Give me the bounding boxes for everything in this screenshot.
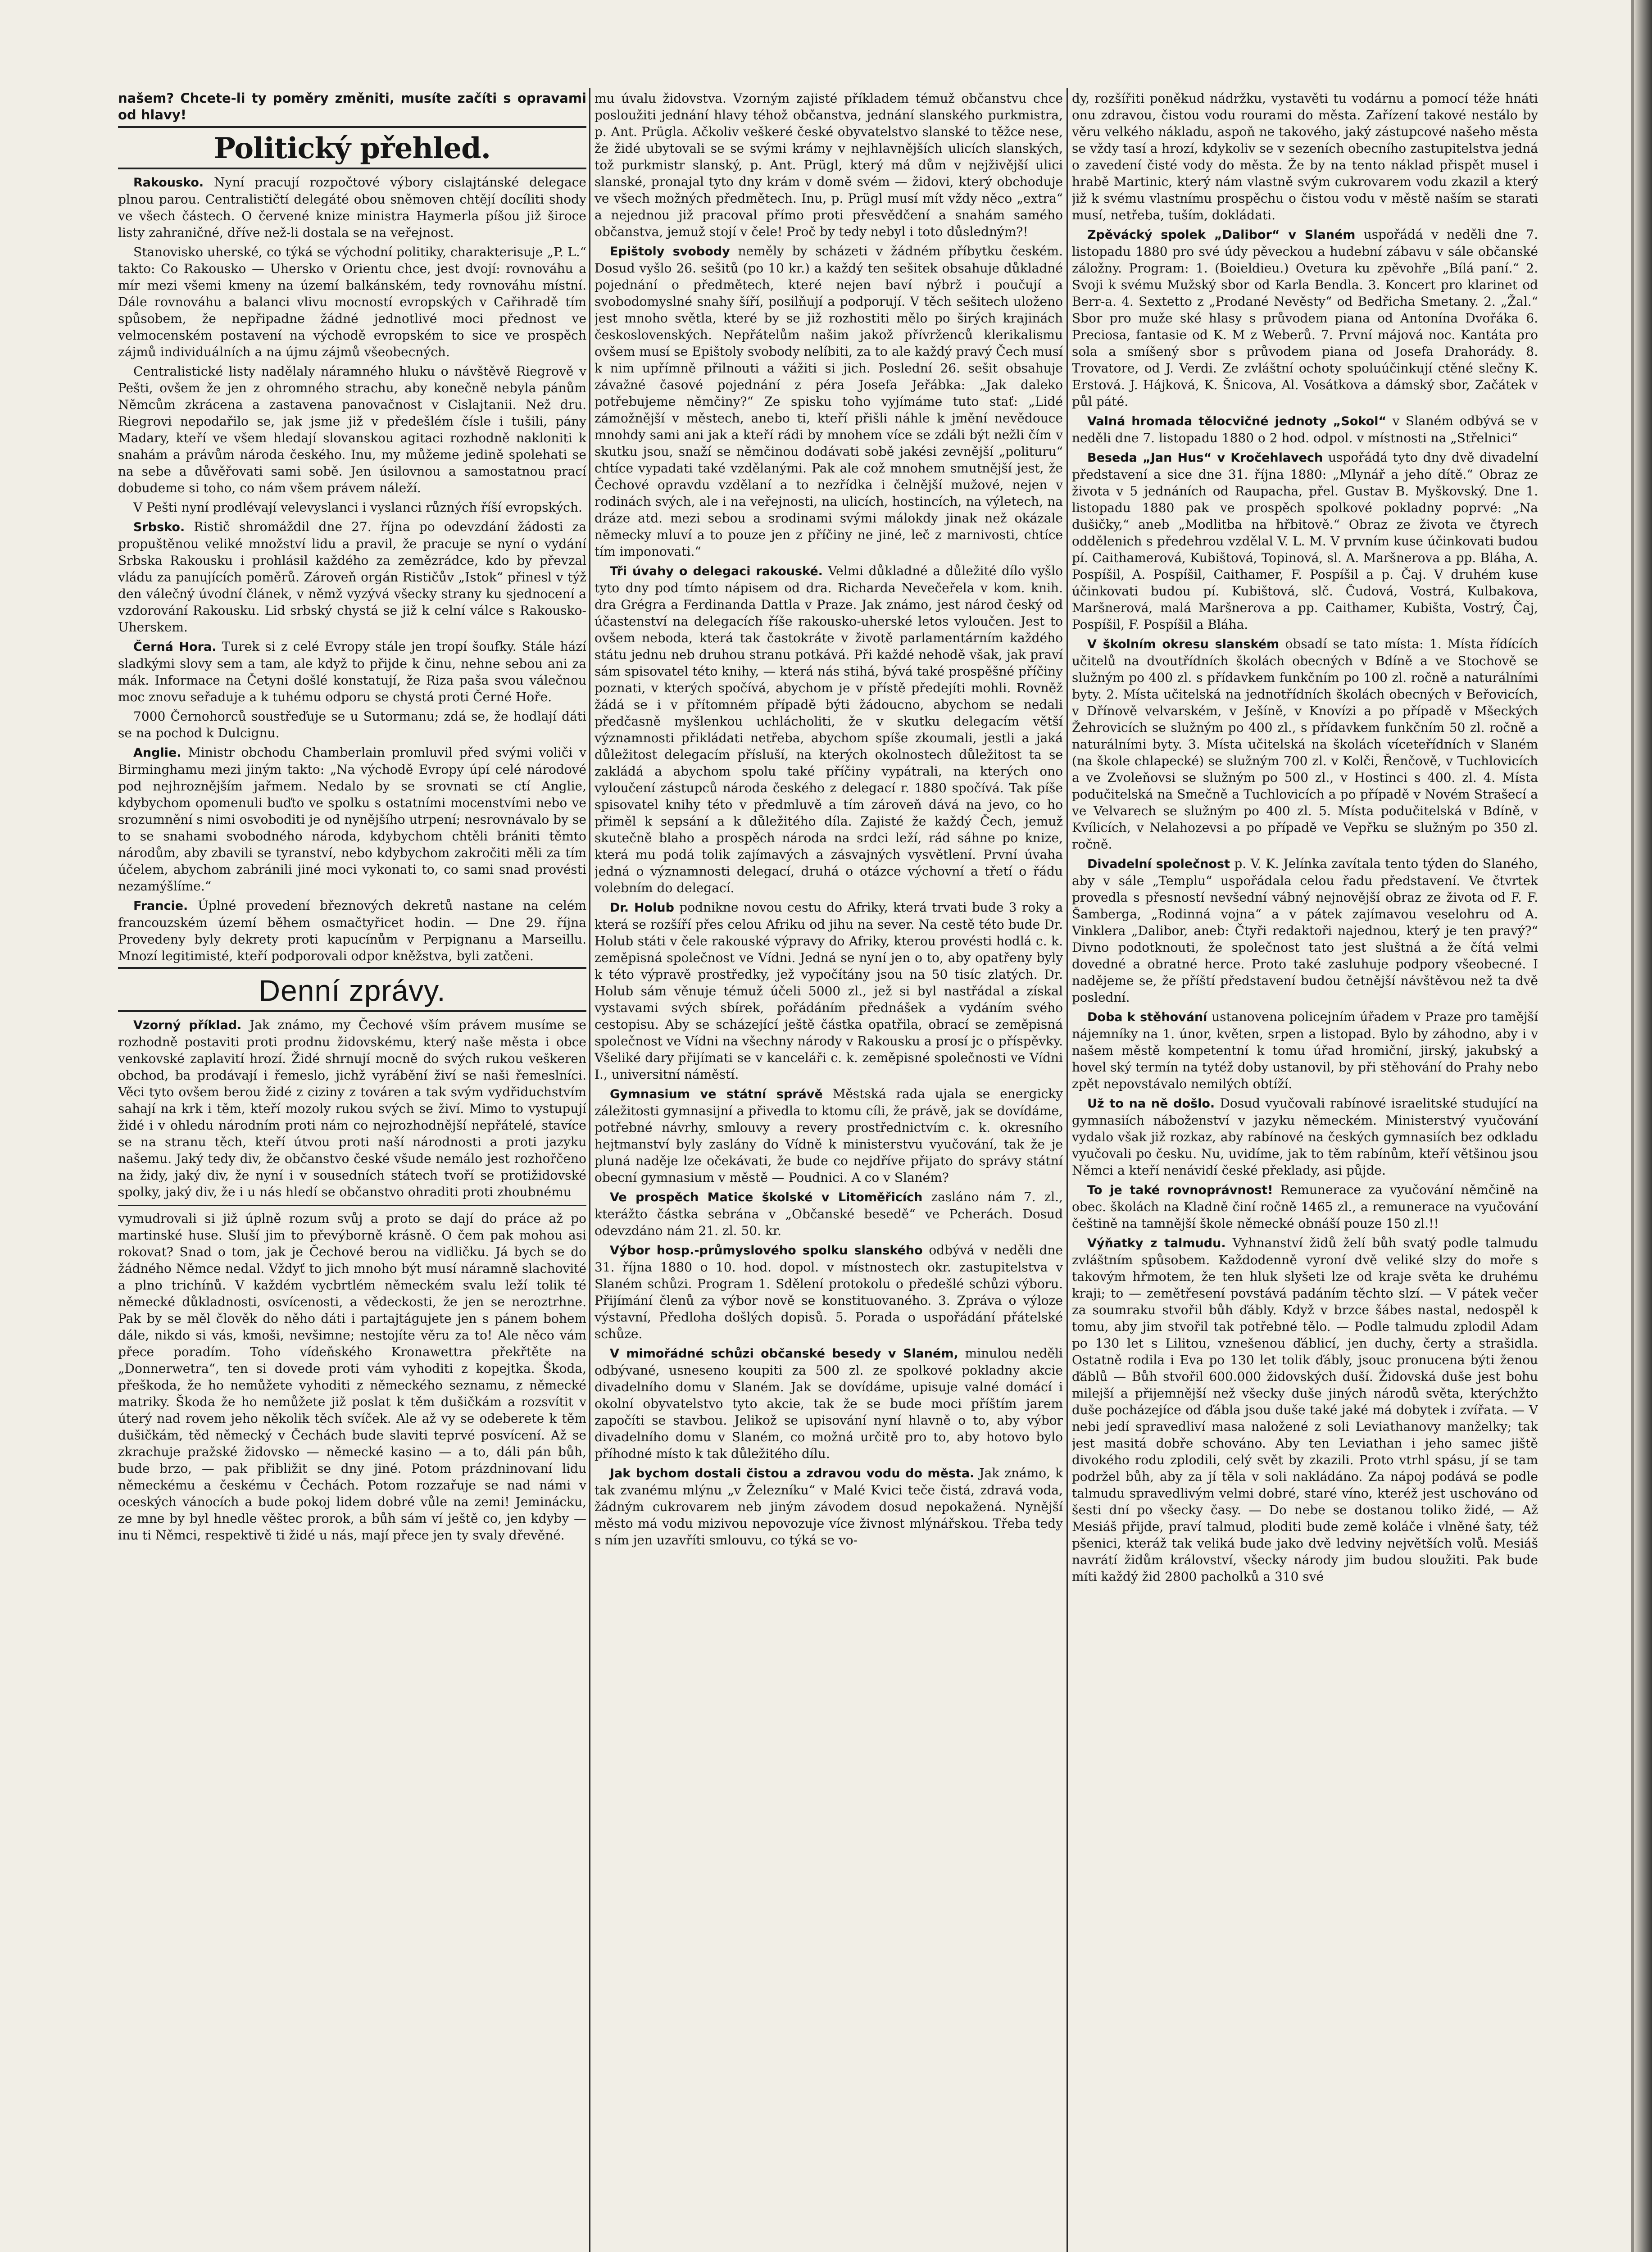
section-divider: [118, 126, 586, 128]
article-paragraph: Centralistické listy nadělaly náramného hluku o návštěvě Riegrově v Pešti, ovšem že jen z ohromného strachu, aby konečně nebyla pánům Němcům zkrácena a zastavena panovačnost v Cislajtanii. Než dru. Riegrovi nepodařilo se, jak jsme již v předešlém čísle i tušili, pány Madary, kteří ve všem hledají slovanskou agitaci rozhodně nakloniti k snahám a právům národa českého. Inu, my můžeme jedině spolehati se na sebe a důvěřovati sami sobě. Jen úsilovnou a samostatnou prací dobudeme si toho, co nám všem právem náleží.: [118, 364, 586, 495]
article-rakousko: Rakousko. Nyní pracují rozpočtové výbory cislajtánské delegace plnou parou. Centralističtí delegáté obou sněmoven chtějí docíliti shody ve všech částech. O červené knize ministra Haymerla píšou již široce listy zahraničné, dříve než-li dostala se na veřejnost.: [118, 175, 586, 240]
article-talmud: Výňatky z talmudu. Vyhnanství židů želí bůh svatý podle talmudu zvláštním spůsobem. Každodenně vyroní dvě veliké slzy do moře s takovým hřmotem, že ten hluk slyšeti lze od kraje světa ke druhému kraji; to — zemětřesení povstává padáním těchto slzí. — V pátek večer za soumraku stvořil bůh ďábly. Když v brzce šábes nastal, nedospěl k tomu, aby jim stvořil tak potřebné tělo. — Podle talmudu zplodil Adam po 130 let s Lilitou, vznešenou ďáblicí, jen duchy, čerty a strašidla. Ostatně rodila i Eva po 130 let tolik ďábly, jsouc pronucena býti ženou ďáblů — Bůh stvořil 600.000 židovských duší. Židovská duše jest bohu milejší a přijemnější než všecky duše jiných národů světa, kterýchžto duše pocházejíce od ďábla jsou duše také jaké má dobytek i zvířata. — V nebi jedí spravedliví masa naložené z soli Leviathanovy manželky; tak jest masitá dobře schováno. Aby ten Leviathan i jeho samec jiště divokého rodu zplodili, celý svět by zkazili. Proto vtrhl spásu, jí se tam podržel bůh, aby za jí těla v soli nakládáno. Za nápoj podává se podle talmudu spravedlivým velmi dobré, staré víno, kteréž jest uschováno od šesti dní po všecky časy. — Do nebe se dostanou toliko židé, — Až Mesiáš přijde, praví talmud, ploditi bude země koláče i vlněné šaty, též pšenici, kteráž tak veliká bude jako dvě ledviny největších volů. Mesiáš navrátí židům království, všecky národy jim budou sloužiti. Pak bude míti každý žid 2800 pacholků a 310 své: [1072, 1235, 1538, 1584]
article-matice: Ve prospěch Matice školské v Litoměřicích zasláno nám 7. zl., kterážto částka sebrána v „Občanské besedě“ ve Pcherách. Dosud odevzdáno nám 21. zl. 50. kr.: [595, 1190, 1063, 1238]
article-delegace: Tři úvahy o delegaci rakouské. Velmi důkladné a důležité dílo vyšlo tyto dny pod tímto nápisem od dra. Richarda Nevečeřela v kom. knih. dra Grégra a Ferdinanda Dattla v Praze. Jak známo, jest národ český od účastenství na delegacích říše rakousko-uherské letos vyloučen. Jest to ovšem neboda, která tak častokráte v životě parlamentárním každého státu jednu neb druhou stranu potkává. Při každé nehodě však, jak praví sám spisovatel této knihy, — která nás stihá, bývá také prospěšné příčiny poznati, v kterých spočívá, abychom je v přístě předejíti mohli. Rovněž žádá se i v přítomném případě býti žádoucno, abychom se nedali předčasně myšlenkou uchlácholiti, že v skutku delegacím větší významnosti přikládati netřeba, abychom spíše zkoumali, jestli a jaká důležitost delegacím přísluší, na kterých okolnostech důležitost ta se zakládá a abychom spolu také příčiny vypátrali, na kterých ono vyloučení zástupců národa českého z delegací r. 1880 spočívá. Tak píše spisovatel knihy této v předmluvě a tím zároveň dává na jevo, co ho přiměl k sepsání a k důležitého díla. Zajisté že každý Čech, jemuž skutečně blaho a prospěch národa na srdci leží, rád sáhne po knize, která mu podá tolik zajímavých a zásvajných vysvětlení. První úvaha jedná o významnosti delegací, druhá o otázce výchovní a třetí o řádu volebním do delegací.: [595, 563, 1063, 895]
article-beseda: V mimořádné schůzi občanské besedy v Slaném, minulou neděli odbývané, usneseno koupiti za 500 zl. ze spolkové pokladny akcie divadelního domu v Slaném. Jak se dovídáme, upisuje valné domácí i okolní obyvatelstvo tyto akcie, tak že se bude moci příštím jarem započíti se stavbou. Jelikož se upisování nyní hlavně o to, aby výbor divadelního domu v Slaném, co možná určitě pro to, aby hotovo bylo příhodné místo k tak důležitého dílu.: [595, 1346, 1063, 1461]
article-jan-hus: Beseda „Jan Hus“ v Kročehlavech uspořádá tyto dny dvě divadelní představení a sice dne 31. října 1880: „Mlynář a jeho dítě.“ Obraz ze života v 5 jednáních od Raupacha, přel. Gustav B. Myškovský. Dne 1. listopadu 1880 pak ve prospěch spolkové pokladny poprvé: „Na dušičky,“ aneb „Modlitba na hřbitově.“ Obraz ze života ve čtyrech oddělenich s předehrou vzdělal V. L. M. V prvním kuse účinkovati budou pí. Caithamerová, Kubištová, Topinová, sl. A. Maršnerova a pp. Bláha, A. Pospíšil, A. Pospíšil, Caithamer, F. Pospíšil a p. Čaj. V druhém kuse účinkovati budou pí. Kubištová, slč. Čudová, Vostrá, Kulbakova, Maršnerová, malá Maršnerova a pp. Caithamer, Kubišta, Vostrý, Čaj, Pospíšil, F. Pospíšil a Bláha.: [1072, 450, 1538, 632]
article-dalibor: Zpěvácký spolek „Dalibor“ v Slaném uspořádá v neděli dne 7. listopadu 1880 pro své údy pěveckou a hudební zábavu v sále občanské záložny. Program: 1. (Boieldieu.) Ovetura ku zpěvohře „Bílá paní.“ 2. Svoji k svému Mužský sbor od Karla Bendla. 3. Koncert pro klarinet od Berr-a. 4. Sextetto z „Prodané Nevěsty“ od Bedřicha Smetany. 2. „Žal.“ Sbor pro muže ské hlasy s průvodem piana od Antonína Dvořáka 6. Preciosa, fantasie od K. M z Weberů. 7. První májová noc. Kantáta pro sola a smíšený sbor s průvodem piana od Josefa Drahorády. 8. Trovatore, od J. Verdi. Ze zvláštní ochoty spoluúčinkují ctěné slečny K. Erstová. J. Hájková, K. Šnicova, Al. Vosátkova a dámský sbor, Začátek v půl páté.: [1072, 227, 1538, 409]
article-rovnopravnost: To je také rovnoprávnost! Remunerace za vyučování němčině na obec. školách na Kladně činí ročně 1465 zl., a remunerace na vyučování češtině na tamnější škole německé obnáší pouze 150 zl.!!: [1072, 1182, 1538, 1231]
article-skolni-okres: V školním okresu slanském obsadí se tato místa: 1. Místa řídících učitelů na dvoutřídních školách obecných v Bdíně a ve Stochově se služným po 400 zl. s přídavkem funkčním po 100 zl. ročně a naturálními byty. 2. Místa učitelská na jednotřídních školách obecných v Beřovicích, v Dřínově velvarském, v Ješíně, v Knovízi a po případě v Mšeckých Žehrovicích se služným po 400 zl., s přídavkem funkčním 50 zl. ročně a naturálními byty. 3. Místa učitelská na školách víceteřídních v Slaném (na škole chlapecké) se služným 700 zl. v Kolči, Řenčově, v Tuchlovicích a ve Zvoleňovsi se služným po 500 zl., v Hostinci s 400. zl. 4. Místa podučitelská na Smečně a Tuchlovicích a po případě v Novém Strašecí a ve Velvarech se služným po 400 zl. 5. Místa podučitelská v Bdíně, v Kvílicích, v Nelahozevsi a po případě ve Vepřku se služným po 350 zl. ročně.: [1072, 636, 1538, 852]
column-rule: [589, 88, 590, 2252]
article-paragraph: Stanovisko uherské, co týká se východní politiky, charakterisuje „P. L.“ takto: Co Rakousko — Uhersko v Orientu chce, jest dvojí: rovnováhu a mír mezi všemi kmeny na území balkánském, tedy rovnováhu místní. Dále rovnováhu a balanci vlivu mocností evropských v Cařihradě tím spůsobem, že nepřipadne žádné jednotlivé moci přednost ve velmocenském postavení na východě evropském to sice ve prospěch zájmů individuálních a na újmu zájmů všeobecných.: [118, 245, 586, 359]
feuilleton-text: vymudrovali si již úplně rozum svůj a proto se dají do práce až po martinské huse. Sluší jim to převýborně krásně. O čem pak mohou asi rokovat? Snad o tom, jak je Čechové berou na vidličku. Já bych se do žádného Němce nedal. Vždyť to jich mnoho být musí náramně slachovité a plno trichínů. V každém vycbrtlém německém svalu leží tolik té německé důkladnosti, osvícenosti, a vědeckosti, že jen se neroztrhne. Pak by se měl člověk do něho dáti i partajtágujete jen s pánem bohem dále, nikdo si vás, kmoši, nevšimne; nestojíte věru za to! Ale něco vám přece poradím. Toho vídeňského Kronawettra překřtěte na „Donnerwetra“, ten si dovede proti vám vyhoditi z kopejtka. Škoda, přeškoda, že ho nemůžete vyhoditi z německého seznamu, z německé matriky. Škoda že ho nemůžete již poslat k těm dušičkám a rozsvítit v úterý nad rovem jeho několik těch svíček. Ale až vy se odeberete k těm dušičkám, těd německý v Čechách bude slaviti teprvé posvícení. Až se zkrachuje pražské židovsko — německé kasino — a to, dáli pán bůh, bude brzo, — pak přibližit se dny jiné. Potom prázdninovaní lidu německému a českému v Čechách. Potom rozzařuje se nad námi v oceských vánocích a bude pokoj lidem dobré vůle na zemi! Jeminácku, ze mne by byl hnedle věštec prorok, a bůh sám ví ještě co, jen kdyby — inu ti Němci, respektivě ti židé u nás, mají přece jen ty svaly dřevěné.: [118, 1211, 586, 1543]
intro-text: našem? Chcete-li ty poměry změniti, musíte začíti s opravami od hlavy!: [118, 91, 586, 123]
page-edge: [1634, 0, 1652, 2252]
article-stehovani: Doba k stěhování ustanovena policejním úřadem v Praze pro tamější nájemníky na 1. únor, květen, srpen a listopad. Bylo by záhodno, aby i v našem městě kompetentní k tomu úřad hromiční, jirský, jakubský a hovel ský termín na tytéž doby ustanovil, by při stěhování do Prahy nebo zpět nepovstávalo nemilých obtíží.: [1072, 1009, 1538, 1091]
section-divider: [118, 168, 586, 169]
section-divider: [118, 1010, 586, 1012]
article-gymnasium: Gymnasium ve státní správě Městská rada ujala se energicky záležitosti gymnasijní a přivedla to ktomu cíli, že právě, jak se dovídáme, potřebné návrhy, smlouvy a revery prostřednictvím c. k. okresního hejtmanství byly zaslány do Vídně k ministerstvu vyučování, tak že je pluná naděje lze očekávati, že bude co nejdříve přijato do správy státní obecní gymnasium v městě — Poudnici. A co v Slaném?: [595, 1086, 1063, 1185]
article-cerna-hora: Černá Hora. Turek si z celé Evropy stále jen tropí šoufky. Stále hází sladkými slovy sem a tam, ale když to přijde k činu, nehne sebou ani za mák. Informace na Četyni došlé konstatují, že Riza paša svou válečnou moc znovu seřaduje a k tuhému odporu se chystá proti Černé Hoře.: [118, 639, 586, 704]
article-rabini: Už to na ně došlo. Dosud vyučovali rabínové israelitské studující na gymnasiích náboženství v jazyku německém. Ministerstvý vyučování vydalo však již rozkaz, aby rabínové na českých gymnasiích bez odkladu vyučovali po česku. Nu, uvidíme, jak to těm rabínům, kteří většinou jsou Němci a kteří nenávidí české překlady, asi půjde.: [1072, 1096, 1538, 1178]
article-voda: Jak bychom dostali čistou a zdravou vodu do města. Jak známo, k tak zvanému mlýnu „v Železníku“ v Malé Kvici teče čistá, zdravá voda, žádným cukrovarem neb jiným závodem dosud nepokažená. Nynější město má vodu mizivou nepovozuje více živnost mlýnářskou. Třeba tedy s ním jen uzavříti smlouvu, co týká se vo-: [595, 1466, 1063, 1548]
article-anglie: Anglie. Ministr obchodu Chamberlain promluvil před svými voliči v Birminghamu mezi jiným takto: „Na východě Evropy úpí celé národové pod nejhroznějším jařmem. Nedalo by se srovnati se ctí Anglie, kdybychom opomenuli buďto ve spolku s ostatními mocenstvími nebo ve srozumnění s nimi osvoboditi je od nynějšího utrpení; nesrovnávalo by se to se snahami svobodného národa, kdybychom chtěli brániti těmto národům, aby zbavili se tyranství, nebo kdybychom zakročiti měli za tím účelem, abychom zabránili jiné moci vykonati to, co sami snad provésti nezamýšlíme.“: [118, 745, 586, 894]
article-srbsko: Srbsko. Ristič shromáždil dne 27. října po odevzdání žádosti za propuštěnou veliké množství lidu a pravil, že pracuje se nyní o vydání Srbska Rakousku i prohlásil každého za zemězrádce, kdo by převzal vládu za panujících poměrů. Zároveň orgán Rističův „Istok“ přinesl v týž den válečný úvodní článek, v němž vyzývá všecky strany ku sjednocení a vzdorování Rakousku. Lid srbský chystá se již k celní válce s Rakousko-Uherskem.: [118, 519, 586, 635]
column-rule: [1067, 88, 1068, 2252]
article-paragraph: 7000 Černohorců soustřeďuje se u Sutormanu; zdá se, že hodlají dáti se na pochod k Dulcignu.: [118, 709, 586, 740]
column-3: [1072, 90, 1538, 2252]
article-francie: Francie. Úplné provedení březnových dekretů nastane na celém francouzském území během osmačtyřicet hodin. — Dne 29. října Provedeny byly dekrety proti kapucínům v Perpignanu a Marseillu. Mnozí legitimisté, kteří podporovali odpor kněžstva, byli zatčeni.: [118, 898, 586, 963]
section-divider: [118, 967, 586, 969]
article-epistoly: Epištoly svobody neměly by scházeti v žádném příbytku českém. Dosud vyšlo 26. sešitů (po 10 kr.) a každý ten sešitek obsahuje důkladné pojednání o předmětech, které nejen baví nýbrž i poučují a svobodomyslné snahy šíří, posilňují a podporují. V těch sešitech uloženo jest mnoho světla, které by se již rozhostiti mělo po širých krajinách československých. Nepřátelům našim jakož přívrženců klerikalismu ovšem musí se Epištoly svobody nelíbiti, za to ale každý pravý Čech musí k nim upřímně přilnouti a vážiti si jich. Poslední 26. sešit obsahuje závažné časové pojednání z péra Josefa Jeřábka: „Jak daleko potřebujeme němčiny?“ Ze spisku toho vyjímáme tuto stať: „Lidé zámožnější v městech, anebo ti, kteří přišli náhle k jmění nevědouce mnohdy sami ani jak a kteří rádi by mnohem více se zdáli být nežli čím v skutku jsou, snaží se němčinou dodávati sobě jakési zevnější „polituru“ chtíce vypadati také vzdělanými. Pak ale což mnohem smutnější jest, že Čechové opravdu vzdělaní a to nezřídka i čelnější mužové, nejen v rodinách svých, ale i na veřejnosti, na ulicích, hostincích, na výletech, na dráze atd. mezi sebou a srodinami svými málokdy jinak než okázale německy mluví a to pouze jen z příčiny ne jiné, leč z marnivosti, chtíce tím imponovati.“: [595, 244, 1063, 559]
column-2: [595, 90, 1063, 2252]
article-continuation: dy, rozšířiti poněkud nádržku, vystavěti tu vodárnu a pomocí téže hnáti onu zdravou, čistou vodu rourami do města. Zařízení takové nestálo by věru velkého nákladu, aspoň ne takového, jaký zástupcové našeho města se vždy tasí a hrozí, kdykoliv se v sezeních obecního zastupitelstva jedná o zavedení čisté vody do města. Že by na tento náklad přispět musel i hrabě Martinic, který nám vlastně svým cukrovarem vodu zkazil a který již k svému vlastnímu prospěchu o čistou vodu v městě naším se starati musí, netřeba, tuším, dokládati.: [1072, 91, 1538, 222]
article-sokol: Valná hromada tělocvičné jednoty „Sokol“ v Slaném odbývá se v neděli dne 7. listopadu 1880 o 2 hod. odpol. v místnosti na „Střelnici“: [1072, 413, 1538, 445]
column-1: [118, 90, 586, 2252]
article-divadelni: Divadelní společnost p. V. K. Jelínka zavítala tento týden do Slaného, aby v sále „Templu“ uspořádala celou řadu představení. Ve čtvrtek provedla s přesností nevšední vábný nejnovější obraz ze života od F. F. Šamberga, „Rodinná vojna“ a v pátek zajímavou veselohru od A. Vinklera „Dalibor, aneb: Čtyři redaktoři najednou, který je ten pravý?“ Divno podotknouti, že společnost tato jest sluštná a že čítá velmi dovedné a obratné herce. Proto také zasluhuje podpory všeobecné. I nadějeme se, že příští představení budou četnější návštěvou než ta dvě poslední.: [1072, 856, 1538, 1005]
article-dr-holub: Dr. Holub podnikne novou cestu do Afriky, která trvati bude 3 roky a která se rozšíří přes celou Afriku od jihu na sever. Na cestě této bude Dr. Holub státi v čele rakouské výpravy do Afriky, kterou provésti hodlá c. k. zeměpisná společnost ve Vídni. Jedná se nyní jen o to, aby opatřeny byly k této výpravě prostředky, jež vypočítány jsou na 50 tisíc zlatých. Dr. Holub sám věnuje témuž účeli 5000 zl., jež si byl nastřádal a získal vystavami svých sbírek, pořádáním přednášek a vydáním svého cestopisu. Aby se scházející ještě částka opatřila, obrací se zeměpisná společnost ve Vídni na všechny národy v Rakousku a prosí jc o příspěvky. Všeliké dary přijímati se v kanceláři c. k. zeměpisné společnosti ve Vídni I., universitní náměstí.: [595, 900, 1063, 1082]
article-vybor: Výbor hosp.-průmyslového spolku slanského odbývá v neděli dne 31. října 1880 o 10. hod. dopol. v místnostech okr. zastupitelstva v Slaném schůzi. Program 1. Sdělení protokolu o předešlé schůzi výboru. Přijímání členů za výbor nově se konstituovaného. 3. Zpráva o výloze výstavní, Předloha došlých dopisů. 5. Porada o uspořádání přátelské schůze.: [595, 1243, 1063, 1341]
section-title-daily-news: Denní zprávy.: [259, 974, 446, 1007]
article-continuation: mu úvalu židovstva. Vzorným zajisté příkladem témuž občanstvu chce posloužiti jednání hlavy téhož občanstva, jednání slanského purkmistra, p. Ant. Prügla. Ačkoliv veškeré české obyvatelstvo slanské to těžce nese, že židé ubytovali se se svými krámy v nejhlavnějších ulicích slanských, tož purkmistr slanský, p. Ant. Prügl, který má dům v nejživější ulici slanské, pronajal tyto dny krám v domě svém — židovi, který obchoduje ve všech možných předmětech. Inu, p. Prügl musí mít vždy něco „extra“ a nejednou již pracoval přímo proti přesvědčení a snahám samého občanstva, jemuž stojí v čele! Proč by tedy nebyl i toto důsledným?!: [595, 91, 1063, 239]
section-title-political-review: Politický přehled.: [213, 132, 491, 165]
article-vzorny-priklad: Vzorný příklad. Jak známo, my Čechové vším právem musíme se rozhodně postaviti proti prodnu židovskému, který naše města i obce venkovské zaplavití hrozí. Židé shrnují mocně do svých rukou veškeren obchod, ba prodávají i řemeslo, jichž vyrábění živí se naši řemeslníci. Věci tyto ovšem berou židé z ciziny z továren a tak svým vydřiduchstvím sahají na krk i těm, kteří mozoly rukou svých se živí. Mimo to vystupují židé i v ohledu národním proti nám co nejrozhodnější nepřátelé, stavíce se na stranu těch, kteří útvou proti naší národnosti a proti jazyku našemu. Jaký tedy div, že občanstvo české všude nemálo jest rozhořčeno na židy, jaký div, že nyní i v sousedních státech tvoří se protižidovské spolky, jaký div, že i u nás hledí se občanstvo ohraditi proti zhoubnému: [118, 1017, 586, 1199]
feuilleton-divider: [118, 1205, 586, 1206]
article-paragraph: V Pešti nyní prodlévají velevyslanci i vyslanci různých říší evropských.: [133, 500, 582, 515]
